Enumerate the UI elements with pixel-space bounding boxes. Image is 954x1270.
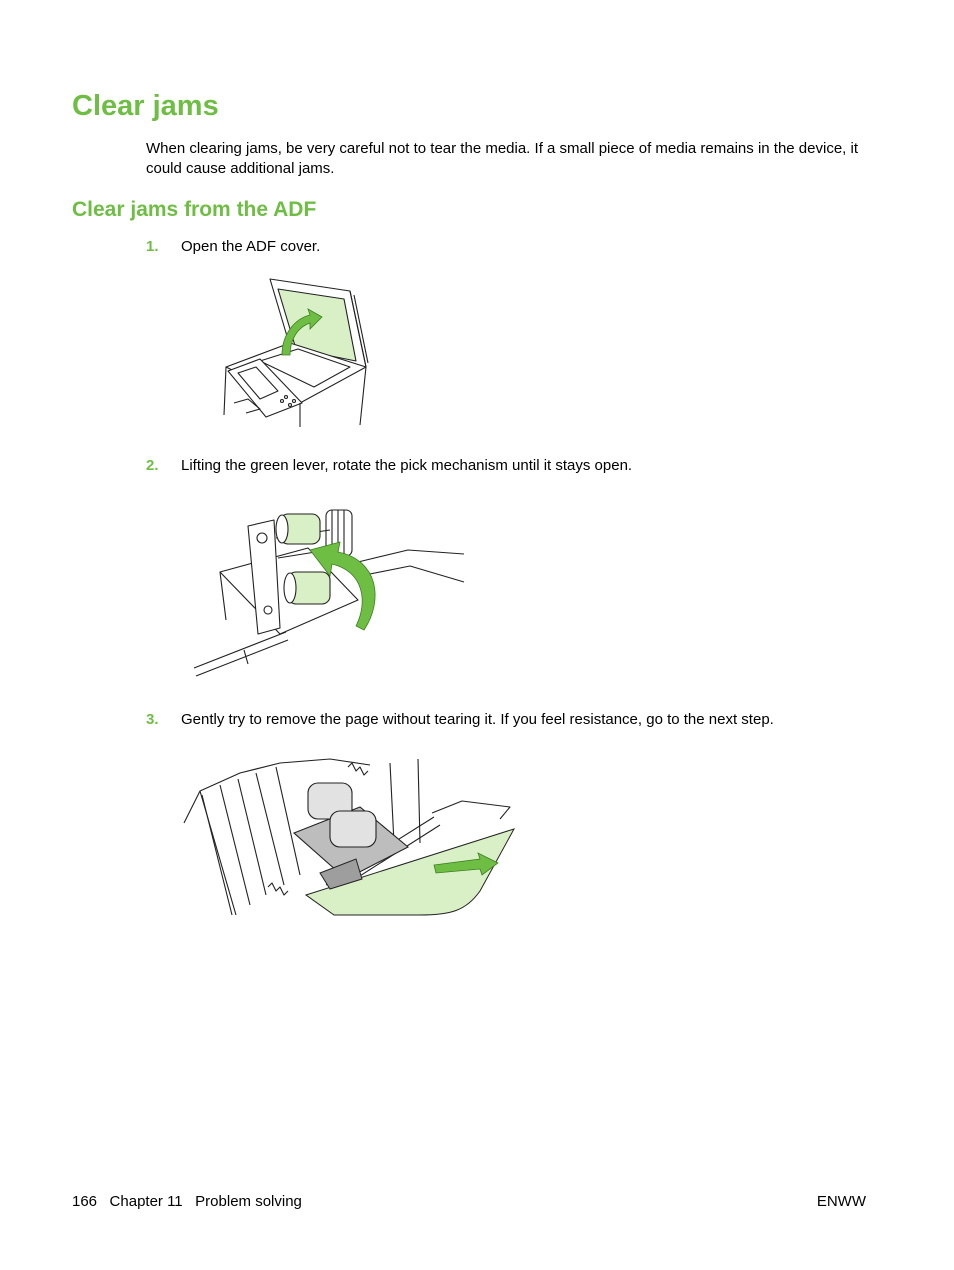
footer-chapter-title: Problem solving <box>195 1193 302 1210</box>
step-number: 1. <box>146 238 159 255</box>
step-text: Lifting the green lever, rotate the pick mechanism until it stays open. <box>181 457 633 474</box>
step-number: 2. <box>146 457 159 474</box>
footer-chapter: Chapter 11 <box>109 1193 183 1210</box>
remove-page-illustration <box>180 755 520 920</box>
step-text: Gently try to remove the page without tearing it. If you feel resistance, go to the next step. <box>181 711 774 728</box>
section-title: Clear jams from the ADF <box>72 198 317 221</box>
footer-right: ENWW <box>816 1193 866 1210</box>
intro-paragraph: When clearing jams, be very careful not to tear the media. If a small piece of media remains in the device, it could cause additional jams. <box>146 140 859 177</box>
open-adf-cover-illustration <box>220 275 370 430</box>
step-number: 3. <box>146 711 159 728</box>
footer-left <box>72 1193 302 1210</box>
page-title: Clear jams <box>72 90 219 122</box>
step-text: Open the ADF cover. <box>181 238 321 255</box>
footer-page-number: 166 <box>72 1193 98 1210</box>
pick-mechanism-illustration <box>188 500 468 690</box>
